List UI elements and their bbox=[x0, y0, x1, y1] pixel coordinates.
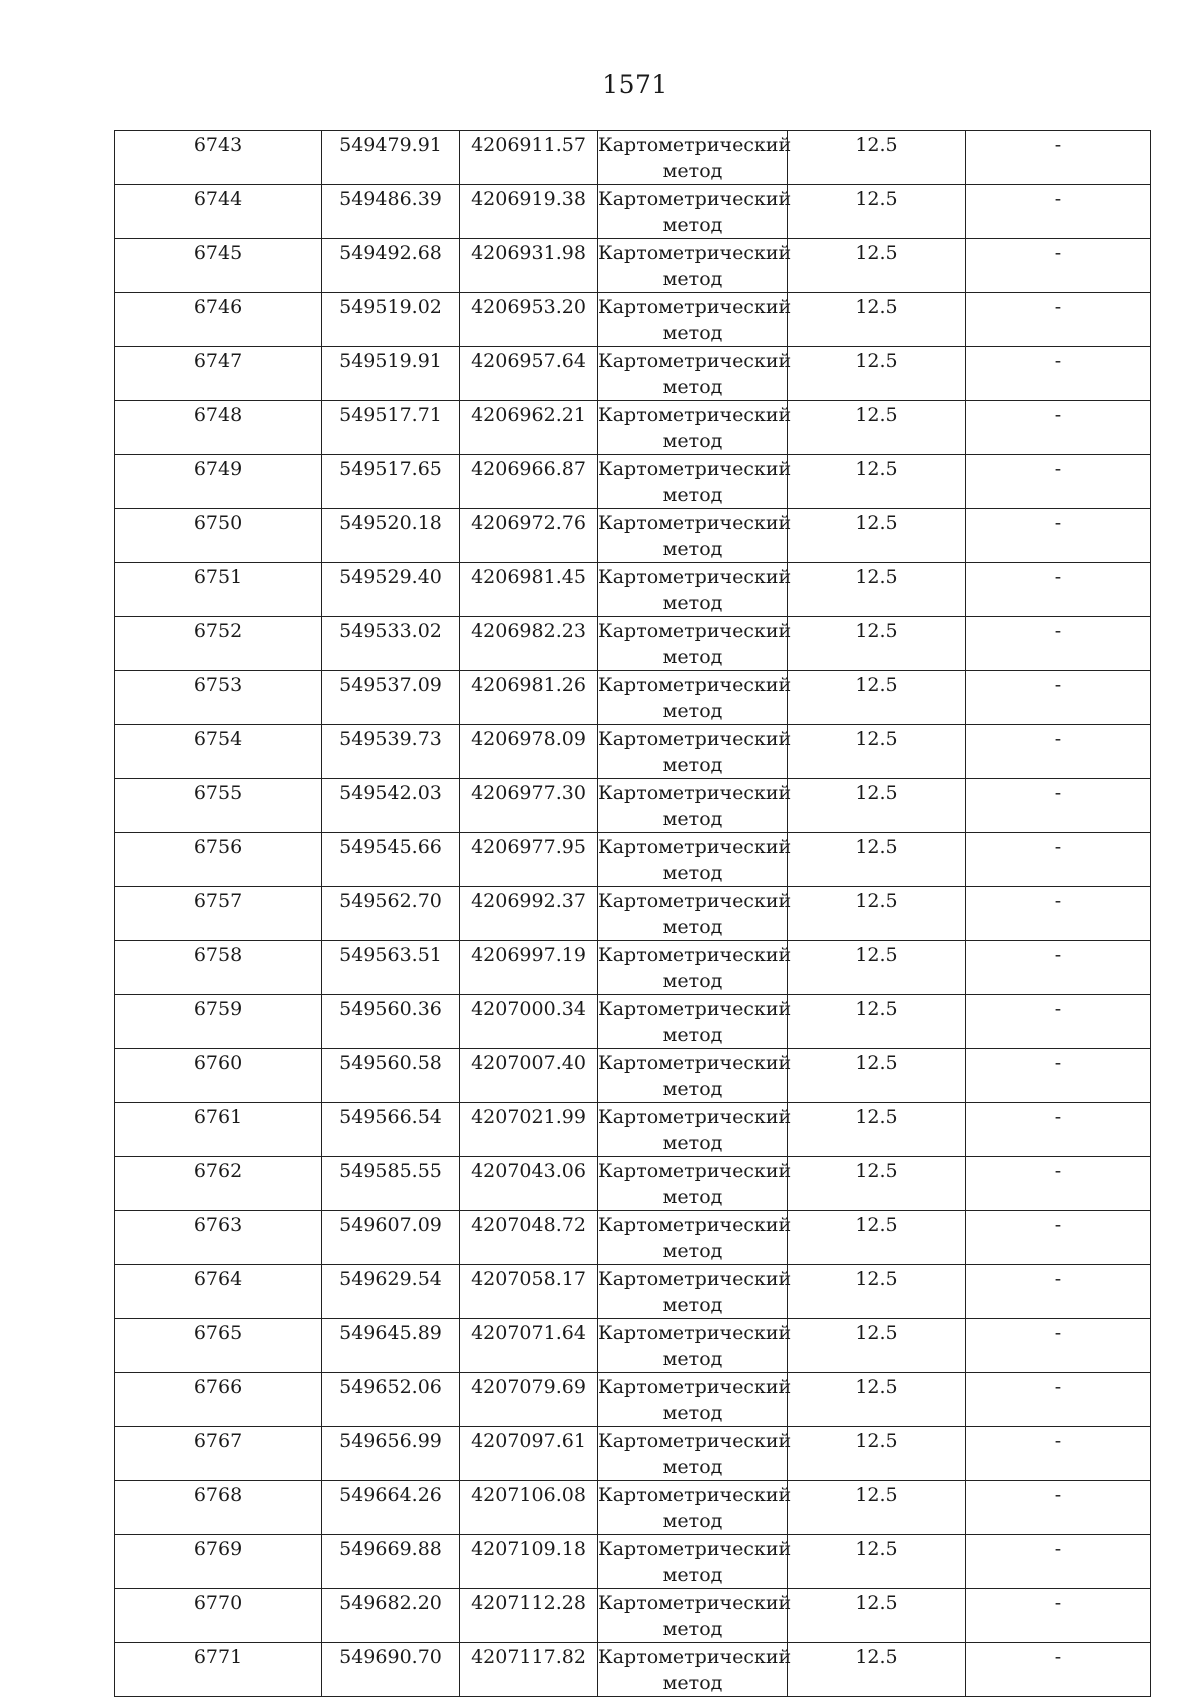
accuracy-cell: 12.5 bbox=[788, 455, 966, 509]
table-row bbox=[115, 725, 1151, 779]
x-coordinate-cell: 549656.99 bbox=[322, 1427, 460, 1481]
method-cell: Картометрический метод bbox=[598, 1427, 788, 1481]
y-coordinate-cell: 4206953.20 bbox=[460, 293, 598, 347]
point-number-cell: 6765 bbox=[115, 1319, 322, 1373]
x-coordinate-cell: 549492.68 bbox=[322, 239, 460, 293]
x-coordinate-cell: 549585.55 bbox=[322, 1157, 460, 1211]
x-coordinate-cell: 549682.20 bbox=[322, 1589, 460, 1643]
table-row bbox=[115, 185, 1151, 239]
note-cell: - bbox=[966, 347, 1151, 401]
point-number-cell: 6756 bbox=[115, 833, 322, 887]
x-coordinate-cell: 549560.58 bbox=[322, 1049, 460, 1103]
note-cell: - bbox=[966, 725, 1151, 779]
x-coordinate-cell: 549519.91 bbox=[322, 347, 460, 401]
table-row bbox=[115, 455, 1151, 509]
point-number-cell: 6755 bbox=[115, 779, 322, 833]
point-number-cell: 6770 bbox=[115, 1589, 322, 1643]
point-number-cell: 6758 bbox=[115, 941, 322, 995]
y-coordinate-cell: 4206962.21 bbox=[460, 401, 598, 455]
x-coordinate-cell: 549517.65 bbox=[322, 455, 460, 509]
x-coordinate-cell: 549519.02 bbox=[322, 293, 460, 347]
accuracy-cell: 12.5 bbox=[788, 779, 966, 833]
table-row bbox=[115, 563, 1151, 617]
point-number-cell: 6760 bbox=[115, 1049, 322, 1103]
point-number-cell: 6767 bbox=[115, 1427, 322, 1481]
method-cell: Картометрический метод bbox=[598, 185, 788, 239]
x-coordinate-cell: 549645.89 bbox=[322, 1319, 460, 1373]
note-cell: - bbox=[966, 1589, 1151, 1643]
x-coordinate-cell: 549520.18 bbox=[322, 509, 460, 563]
note-cell: - bbox=[966, 887, 1151, 941]
accuracy-cell: 12.5 bbox=[788, 401, 966, 455]
point-number-cell: 6761 bbox=[115, 1103, 322, 1157]
note-cell: - bbox=[966, 401, 1151, 455]
point-number-cell: 6748 bbox=[115, 401, 322, 455]
y-coordinate-cell: 4206982.23 bbox=[460, 617, 598, 671]
x-coordinate-cell: 549607.09 bbox=[322, 1211, 460, 1265]
table-row bbox=[115, 239, 1151, 293]
note-cell: - bbox=[966, 1265, 1151, 1319]
y-coordinate-cell: 4207048.72 bbox=[460, 1211, 598, 1265]
table-row bbox=[115, 347, 1151, 401]
accuracy-cell: 12.5 bbox=[788, 1481, 966, 1535]
x-coordinate-cell: 549479.91 bbox=[322, 131, 460, 185]
table-row bbox=[115, 401, 1151, 455]
y-coordinate-cell: 4206919.38 bbox=[460, 185, 598, 239]
x-coordinate-cell: 549560.36 bbox=[322, 995, 460, 1049]
table-row bbox=[115, 617, 1151, 671]
y-coordinate-cell: 4206978.09 bbox=[460, 725, 598, 779]
point-number-cell: 6744 bbox=[115, 185, 322, 239]
method-cell: Картометрический метод bbox=[598, 1157, 788, 1211]
method-cell: Картометрический метод bbox=[598, 725, 788, 779]
method-cell: Картометрический метод bbox=[598, 239, 788, 293]
note-cell: - bbox=[966, 1319, 1151, 1373]
table-row bbox=[115, 1265, 1151, 1319]
point-number-cell: 6745 bbox=[115, 239, 322, 293]
method-cell: Картометрический метод bbox=[598, 1265, 788, 1319]
coordinates-table-body bbox=[115, 131, 1151, 1697]
point-number-cell: 6766 bbox=[115, 1373, 322, 1427]
method-cell: Картометрический метод bbox=[598, 293, 788, 347]
accuracy-cell: 12.5 bbox=[788, 671, 966, 725]
x-coordinate-cell: 549562.70 bbox=[322, 887, 460, 941]
accuracy-cell: 12.5 bbox=[788, 1535, 966, 1589]
note-cell: - bbox=[966, 1103, 1151, 1157]
accuracy-cell: 12.5 bbox=[788, 941, 966, 995]
point-number-cell: 6747 bbox=[115, 347, 322, 401]
method-cell: Картометрический метод bbox=[598, 671, 788, 725]
y-coordinate-cell: 4206911.57 bbox=[460, 131, 598, 185]
y-coordinate-cell: 4207007.40 bbox=[460, 1049, 598, 1103]
note-cell: - bbox=[966, 509, 1151, 563]
note-cell: - bbox=[966, 563, 1151, 617]
note-cell: - bbox=[966, 617, 1151, 671]
x-coordinate-cell: 549563.51 bbox=[322, 941, 460, 995]
accuracy-cell: 12.5 bbox=[788, 1103, 966, 1157]
method-cell: Картометрический метод bbox=[598, 1049, 788, 1103]
accuracy-cell: 12.5 bbox=[788, 131, 966, 185]
y-coordinate-cell: 4207109.18 bbox=[460, 1535, 598, 1589]
accuracy-cell: 12.5 bbox=[788, 1157, 966, 1211]
note-cell: - bbox=[966, 185, 1151, 239]
y-coordinate-cell: 4207043.06 bbox=[460, 1157, 598, 1211]
y-coordinate-cell: 4207000.34 bbox=[460, 995, 598, 1049]
method-cell: Картометрический метод bbox=[598, 941, 788, 995]
method-cell: Картометрический метод bbox=[598, 1373, 788, 1427]
table-row bbox=[115, 1481, 1151, 1535]
accuracy-cell: 12.5 bbox=[788, 725, 966, 779]
table-row bbox=[115, 1319, 1151, 1373]
y-coordinate-cell: 4206931.98 bbox=[460, 239, 598, 293]
note-cell: - bbox=[966, 131, 1151, 185]
point-number-cell: 6764 bbox=[115, 1265, 322, 1319]
accuracy-cell: 12.5 bbox=[788, 509, 966, 563]
note-cell: - bbox=[966, 239, 1151, 293]
table-row bbox=[115, 1103, 1151, 1157]
x-coordinate-cell: 549529.40 bbox=[322, 563, 460, 617]
point-number-cell: 6759 bbox=[115, 995, 322, 1049]
y-coordinate-cell: 4206966.87 bbox=[460, 455, 598, 509]
note-cell: - bbox=[966, 671, 1151, 725]
accuracy-cell: 12.5 bbox=[788, 617, 966, 671]
note-cell: - bbox=[966, 1481, 1151, 1535]
point-number-cell: 6752 bbox=[115, 617, 322, 671]
x-coordinate-cell: 549545.66 bbox=[322, 833, 460, 887]
table-row bbox=[115, 671, 1151, 725]
y-coordinate-cell: 4207079.69 bbox=[460, 1373, 598, 1427]
accuracy-cell: 12.5 bbox=[788, 887, 966, 941]
point-number-cell: 6751 bbox=[115, 563, 322, 617]
accuracy-cell: 12.5 bbox=[788, 833, 966, 887]
accuracy-cell: 12.5 bbox=[788, 1319, 966, 1373]
note-cell: - bbox=[966, 941, 1151, 995]
accuracy-cell: 12.5 bbox=[788, 239, 966, 293]
point-number-cell: 6771 bbox=[115, 1643, 322, 1697]
point-number-cell: 6754 bbox=[115, 725, 322, 779]
method-cell: Картометрический метод bbox=[598, 995, 788, 1049]
method-cell: Картометрический метод bbox=[598, 1481, 788, 1535]
table-row bbox=[115, 833, 1151, 887]
method-cell: Картометрический метод bbox=[598, 1319, 788, 1373]
method-cell: Картометрический метод bbox=[598, 131, 788, 185]
table-row bbox=[115, 887, 1151, 941]
y-coordinate-cell: 4207106.08 bbox=[460, 1481, 598, 1535]
table-row bbox=[115, 1157, 1151, 1211]
table-row bbox=[115, 1643, 1151, 1697]
point-number-cell: 6749 bbox=[115, 455, 322, 509]
point-number-cell: 6763 bbox=[115, 1211, 322, 1265]
note-cell: - bbox=[966, 293, 1151, 347]
accuracy-cell: 12.5 bbox=[788, 1049, 966, 1103]
y-coordinate-cell: 4207097.61 bbox=[460, 1427, 598, 1481]
method-cell: Картометрический метод bbox=[598, 779, 788, 833]
y-coordinate-cell: 4206977.95 bbox=[460, 833, 598, 887]
y-coordinate-cell: 4206957.64 bbox=[460, 347, 598, 401]
table-row bbox=[115, 1373, 1151, 1427]
table-row bbox=[115, 779, 1151, 833]
table-row bbox=[115, 995, 1151, 1049]
method-cell: Картометрический метод bbox=[598, 401, 788, 455]
method-cell: Картометрический метод bbox=[598, 347, 788, 401]
method-cell: Картометрический метод bbox=[598, 563, 788, 617]
method-cell: Картометрический метод bbox=[598, 887, 788, 941]
y-coordinate-cell: 4206972.76 bbox=[460, 509, 598, 563]
note-cell: - bbox=[966, 1049, 1151, 1103]
y-coordinate-cell: 4206977.30 bbox=[460, 779, 598, 833]
note-cell: - bbox=[966, 833, 1151, 887]
table-row bbox=[115, 1427, 1151, 1481]
accuracy-cell: 12.5 bbox=[788, 1373, 966, 1427]
note-cell: - bbox=[966, 779, 1151, 833]
y-coordinate-cell: 4206981.26 bbox=[460, 671, 598, 725]
accuracy-cell: 12.5 bbox=[788, 347, 966, 401]
table-row bbox=[115, 1535, 1151, 1589]
y-coordinate-cell: 4207058.17 bbox=[460, 1265, 598, 1319]
point-number-cell: 6768 bbox=[115, 1481, 322, 1535]
x-coordinate-cell: 549517.71 bbox=[322, 401, 460, 455]
table-row bbox=[115, 293, 1151, 347]
x-coordinate-cell: 549669.88 bbox=[322, 1535, 460, 1589]
y-coordinate-cell: 4206981.45 bbox=[460, 563, 598, 617]
y-coordinate-cell: 4207117.82 bbox=[460, 1643, 598, 1697]
point-number-cell: 6746 bbox=[115, 293, 322, 347]
note-cell: - bbox=[966, 1211, 1151, 1265]
page-number: 1571 bbox=[602, 70, 668, 99]
accuracy-cell: 12.5 bbox=[788, 1265, 966, 1319]
accuracy-cell: 12.5 bbox=[788, 1211, 966, 1265]
y-coordinate-cell: 4207021.99 bbox=[460, 1103, 598, 1157]
table-row bbox=[115, 1589, 1151, 1643]
method-cell: Картометрический метод bbox=[598, 1535, 788, 1589]
accuracy-cell: 12.5 bbox=[788, 185, 966, 239]
accuracy-cell: 12.5 bbox=[788, 1643, 966, 1697]
point-number-cell: 6750 bbox=[115, 509, 322, 563]
x-coordinate-cell: 549566.54 bbox=[322, 1103, 460, 1157]
x-coordinate-cell: 549652.06 bbox=[322, 1373, 460, 1427]
note-cell: - bbox=[966, 1535, 1151, 1589]
table-row bbox=[115, 509, 1151, 563]
note-cell: - bbox=[966, 1427, 1151, 1481]
x-coordinate-cell: 549664.26 bbox=[322, 1481, 460, 1535]
x-coordinate-cell: 549537.09 bbox=[322, 671, 460, 725]
table-row bbox=[115, 1049, 1151, 1103]
method-cell: Картометрический метод bbox=[598, 455, 788, 509]
point-number-cell: 6743 bbox=[115, 131, 322, 185]
note-cell: - bbox=[966, 1157, 1151, 1211]
x-coordinate-cell: 549486.39 bbox=[322, 185, 460, 239]
accuracy-cell: 12.5 bbox=[788, 293, 966, 347]
table-row bbox=[115, 1211, 1151, 1265]
point-number-cell: 6753 bbox=[115, 671, 322, 725]
x-coordinate-cell: 549539.73 bbox=[322, 725, 460, 779]
y-coordinate-cell: 4206992.37 bbox=[460, 887, 598, 941]
coordinates-table bbox=[114, 130, 1151, 1697]
point-number-cell: 6769 bbox=[115, 1535, 322, 1589]
table-row bbox=[115, 941, 1151, 995]
y-coordinate-cell: 4206997.19 bbox=[460, 941, 598, 995]
note-cell: - bbox=[966, 995, 1151, 1049]
method-cell: Картометрический метод bbox=[598, 1589, 788, 1643]
x-coordinate-cell: 549542.03 bbox=[322, 779, 460, 833]
accuracy-cell: 12.5 bbox=[788, 1427, 966, 1481]
method-cell: Картометрический метод bbox=[598, 1211, 788, 1265]
point-number-cell: 6757 bbox=[115, 887, 322, 941]
point-number-cell: 6762 bbox=[115, 1157, 322, 1211]
method-cell: Картометрический метод bbox=[598, 1643, 788, 1697]
note-cell: - bbox=[966, 455, 1151, 509]
method-cell: Картометрический метод bbox=[598, 1103, 788, 1157]
method-cell: Картометрический метод bbox=[598, 509, 788, 563]
note-cell: - bbox=[966, 1643, 1151, 1697]
x-coordinate-cell: 549629.54 bbox=[322, 1265, 460, 1319]
method-cell: Картометрический метод bbox=[598, 617, 788, 671]
y-coordinate-cell: 4207112.28 bbox=[460, 1589, 598, 1643]
accuracy-cell: 12.5 bbox=[788, 995, 966, 1049]
x-coordinate-cell: 549690.70 bbox=[322, 1643, 460, 1697]
accuracy-cell: 12.5 bbox=[788, 563, 966, 617]
note-cell: - bbox=[966, 1373, 1151, 1427]
x-coordinate-cell: 549533.02 bbox=[322, 617, 460, 671]
accuracy-cell: 12.5 bbox=[788, 1589, 966, 1643]
table-row bbox=[115, 131, 1151, 185]
method-cell: Картометрический метод bbox=[598, 833, 788, 887]
y-coordinate-cell: 4207071.64 bbox=[460, 1319, 598, 1373]
